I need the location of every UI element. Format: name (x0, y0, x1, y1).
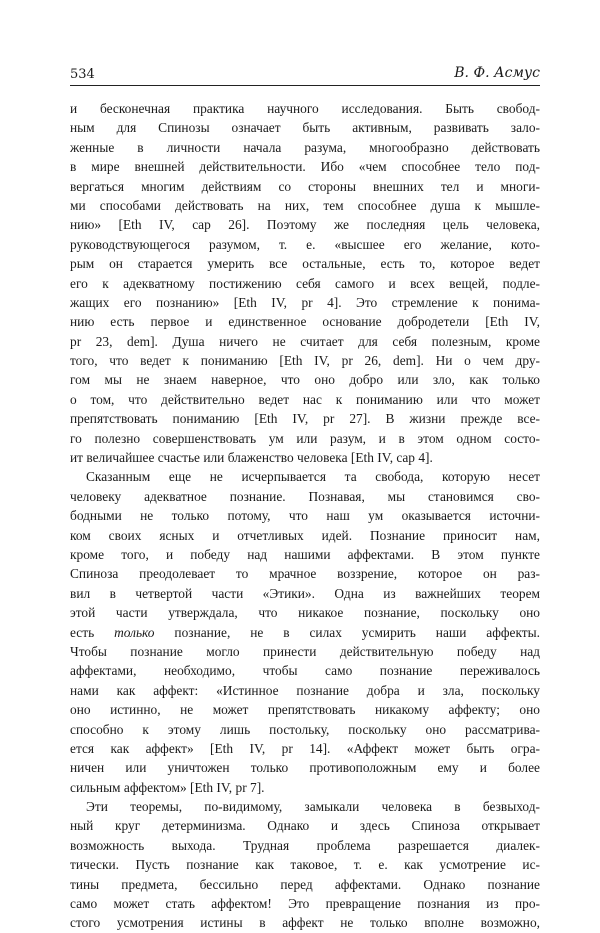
text-line: ком своих ясных и отчетливых идей. Познание приносит нам, (70, 527, 540, 543)
text-line: тины предмета, бессильно перед аффектами. Однако познание (70, 876, 540, 892)
text-line: вил в четвертой части «Этики». Одна из важнейших теорем (70, 585, 540, 601)
text-line: вергаться многим действиям со стороны внешних тел и многи- (70, 178, 540, 194)
text-line: Спиноза преодолевает то мрачное воззрение, которое он раз- (70, 566, 540, 582)
text-line: того, что ведет к пониманию [Eth IV, pr 26, dem]. Ни о чем дру- (70, 353, 540, 369)
text-line: ми способами действовать на них, тем способнее душа к мышле- (70, 197, 540, 213)
text-line: Чтобы познание могло принести действительную победу над (70, 643, 540, 659)
text-segment: есть (70, 624, 115, 640)
text-line: ным для Спинозы означает быть активным, развивать зало- (70, 120, 540, 136)
text-line: о том, что действительно ведет нас к пониманию или что может (70, 391, 540, 407)
text-line: ный круг детерминизма. Однако и здесь Спиноза открывает (70, 818, 540, 834)
body-text (70, 99, 540, 933)
text-line: нию есть первое и единственное основание добродетели [Eth IV, (70, 314, 540, 330)
text-line (70, 623, 540, 642)
text-line: руководствующегося разумом, т. е. «высшее его желание, кото- (70, 236, 540, 252)
running-head-author: В. Ф. Асмус (454, 65, 540, 81)
page-number: 534 (70, 67, 95, 82)
text-line: Сказанным еще не исчерпывается та свобода, которую несет (86, 469, 540, 485)
text-line: кроме того, и победу над нашими аффектами. В этом пункте (70, 546, 540, 562)
text-line: препятствовать пониманию [Eth IV, pr 27]. В жизни прежде все- (70, 411, 540, 427)
text-line: го полезно совершенствовать ум или разум, и в этом одном состо- (70, 430, 540, 446)
text-line: возможность выхода. Трудная проблема разрешается диалек- (70, 837, 540, 853)
text-line: человеку адекватное познание. Познавая, мы становимся сво- (70, 488, 540, 504)
text-line: в мире внешней действительности. Ибо «чем способнее тело под- (70, 159, 540, 175)
text-line: само может стать аффектом! Это превращение познания из про- (70, 896, 540, 912)
text-line: аффектами, необходимо, чтобы само познание переживалось (70, 663, 540, 679)
text-line: нами как аффект: «Истинное познание добра и зла, поскольку (70, 682, 540, 698)
page-header (70, 65, 540, 86)
text-line: Эти теоремы, по-видимому, замыкали человека в безвыход- (86, 799, 540, 815)
text-line: оно истинно, не может препятствовать никакому аффекту; оно (70, 702, 540, 718)
text-line: этой части утверждала, что никакое познание, поскольку оно (70, 605, 540, 621)
text-line: тически. Пусть познание как таковое, т. е. как усмотрение ис- (70, 857, 540, 873)
text-line: стого усмотрения истины в аффект не только вполне возможно, (70, 915, 540, 931)
text-line: ется как аффект» [Eth IV, pr 14]. «Аффект может быть огра- (70, 740, 540, 756)
text-line: рым он старается умерить все остальные, есть то, которое ведет (70, 256, 540, 272)
text-segment: познание, не в силах усмирить наши аффекты. (154, 624, 540, 640)
text-line: и бесконечная практика научного исследования. Быть свобод- (70, 101, 540, 116)
text-line: нию» [Eth IV, cap 26]. Поэтому же последняя цель человека, (70, 217, 540, 233)
text-line: жащих его познанию» [Eth IV, pr 4]. Это стремление к понима- (70, 294, 540, 310)
text-line: женные в личности начала разума, многообразно действовать (70, 139, 540, 155)
text-line: его к адекватному постижению себя самого и всех вещей, подле- (70, 275, 540, 291)
text-line: ничен или уничтожен только противоположным ему и более (70, 760, 540, 776)
italic-emphasis: только (114, 624, 155, 640)
text-line: pr 23, dem]. Душа ничего не считает для себя полезным, кроме (70, 333, 540, 349)
text-line: ит величайшее счастье или блаженство человека [Eth IV, cap 4]. (70, 450, 433, 466)
text-line: гом мы не знаем наверное, что оно добро или зло, как только (70, 372, 540, 388)
text-line: способно к этому лишь постольку, поскольку оно рассматрива- (70, 721, 540, 737)
text-line: бодными не только потому, что наш ум оказывается источни- (70, 508, 540, 524)
text-line: сильным аффектом» [Eth IV, pr 7]. (70, 779, 265, 795)
